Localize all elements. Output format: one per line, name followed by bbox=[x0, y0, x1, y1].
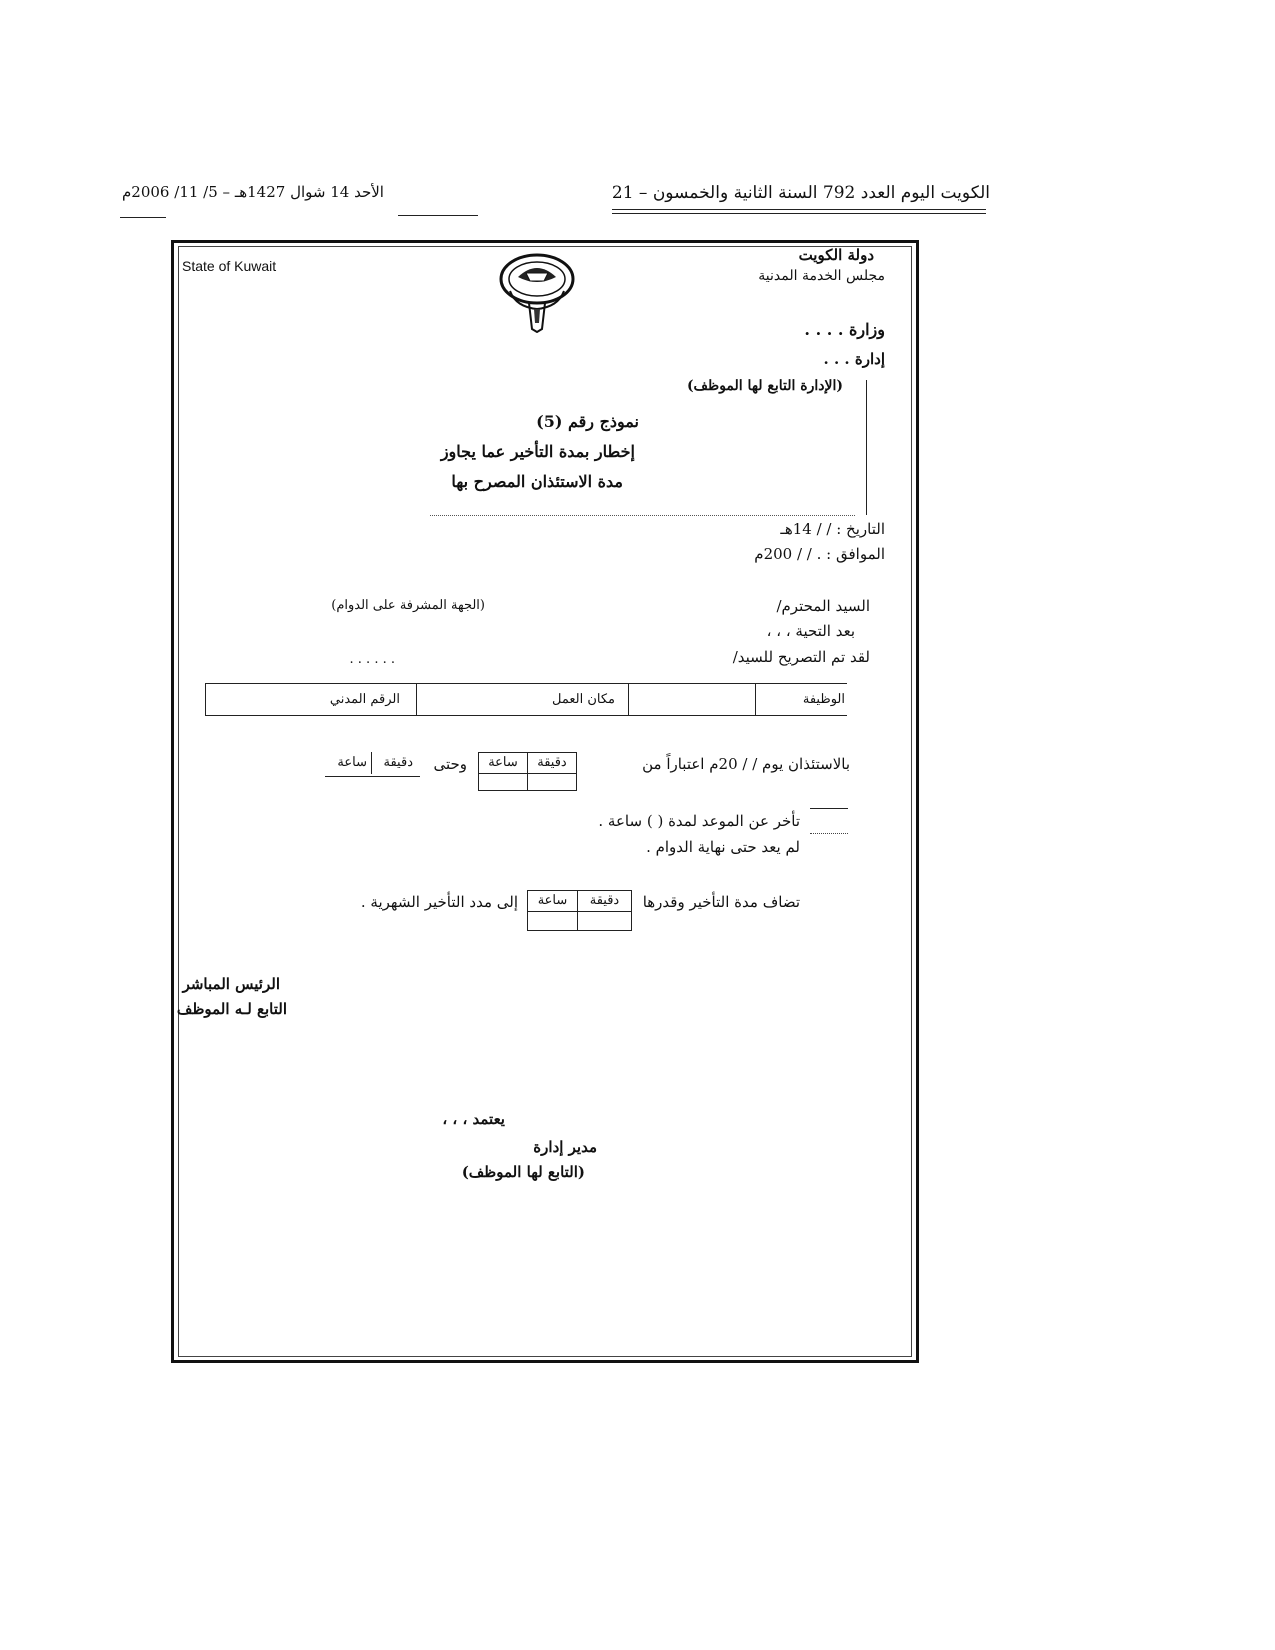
form-number: نموذج رقم (5) bbox=[536, 412, 639, 431]
department-field: إدارة . . . bbox=[823, 350, 885, 368]
date-hijri: التاريخ : / / 14هـ bbox=[780, 520, 885, 538]
until-label: وحتى bbox=[433, 755, 467, 773]
permission-line: بالاستئذان يوم / / 20م اعتباراً من bbox=[642, 755, 850, 773]
added-minute-value[interactable] bbox=[577, 911, 632, 931]
header-rule-right bbox=[612, 209, 986, 210]
not-returned-line: لم يعد حتى نهاية الدوام . bbox=[646, 838, 800, 856]
header-rule-left bbox=[120, 217, 166, 218]
table-left-edge bbox=[205, 683, 206, 715]
form-title-line-3: مدة الاستئذان المصرح بها bbox=[451, 472, 623, 491]
until-hour: ساعة bbox=[337, 755, 367, 770]
added-prefix: تضاف مدة التأخير وقدرها bbox=[642, 893, 800, 911]
from-hour-box: ساعة bbox=[478, 752, 528, 774]
table-header-job: الوظيفة bbox=[802, 692, 845, 707]
salutation: السيد المحترم/ bbox=[776, 597, 870, 615]
table-col-divider-3 bbox=[755, 683, 756, 715]
form-title-line-2: إخطار بمدة التأخير عما يجاوز bbox=[440, 442, 635, 461]
added-hour-box: ساعة bbox=[527, 890, 578, 912]
from-hour-value[interactable] bbox=[478, 773, 528, 791]
header-rule-mid bbox=[398, 215, 478, 216]
check-line-2[interactable] bbox=[810, 833, 848, 834]
direct-head-line-1: الرئيس المباشر bbox=[182, 975, 280, 993]
added-hour-value[interactable] bbox=[527, 911, 578, 931]
state-en: State of Kuwait bbox=[182, 258, 277, 274]
table-col-divider-2 bbox=[628, 683, 629, 715]
right-margin-rule bbox=[866, 380, 867, 515]
ministry-field: وزارة . . . . bbox=[804, 320, 885, 339]
until-minute: دقيقة bbox=[383, 755, 413, 770]
table-col-divider-1 bbox=[416, 683, 417, 715]
council-name: مجلس الخدمة المدنية bbox=[758, 268, 885, 284]
permitted-line: لقد تم التصريح للسيد/ bbox=[732, 648, 870, 666]
supervisor-entity: (الجهة المشرفة على الدوام) bbox=[331, 598, 485, 613]
dots-placeholder: . . . . . . bbox=[349, 652, 395, 667]
from-minute-box: دقيقة bbox=[527, 752, 577, 774]
check-line-1[interactable] bbox=[810, 808, 848, 809]
emblem-icon bbox=[496, 253, 578, 333]
late-line: تأخر عن الموعد لمدة ( ) ساعة . bbox=[598, 812, 800, 830]
added-minute-box: دقيقة bbox=[577, 890, 632, 912]
kuwait-emblem bbox=[496, 253, 578, 333]
greeting: بعد التحية ، ، ، bbox=[766, 622, 855, 640]
header-left: الأحد 14 شوال 1427هـ – 5/ 11/ 2006م bbox=[122, 183, 384, 201]
until-underline bbox=[325, 776, 420, 777]
header-rule-right-2 bbox=[612, 213, 986, 214]
until-divider bbox=[371, 752, 372, 774]
manager-title: مدير إدارة bbox=[533, 1138, 597, 1156]
title-separator bbox=[430, 515, 855, 516]
added-suffix: إلى مدد التأخير الشهرية . bbox=[360, 893, 518, 911]
state-ar: دولة الكويت bbox=[798, 246, 874, 264]
direct-head-line-2: التابع لـه الموظف bbox=[176, 1000, 287, 1018]
approved-label: يعتمد ، ، ، bbox=[442, 1110, 505, 1128]
from-minute-value[interactable] bbox=[527, 773, 577, 791]
table-bottom-rule bbox=[205, 715, 847, 716]
department-note: (الإدارة التابع لها الموظف) bbox=[686, 378, 843, 394]
header-right: الكويت اليوم العدد 792 السنة الثانية والخمسون – 21 bbox=[611, 183, 990, 203]
date-gregorian: الموافق : . / / 200م bbox=[754, 545, 885, 563]
table-top-rule bbox=[205, 683, 847, 684]
table-header-workplace: مكان العمل bbox=[552, 692, 615, 707]
manager-note: (التابع لها الموظف) bbox=[461, 1163, 585, 1181]
table-header-civil-id: الرقم المدني bbox=[329, 692, 400, 707]
